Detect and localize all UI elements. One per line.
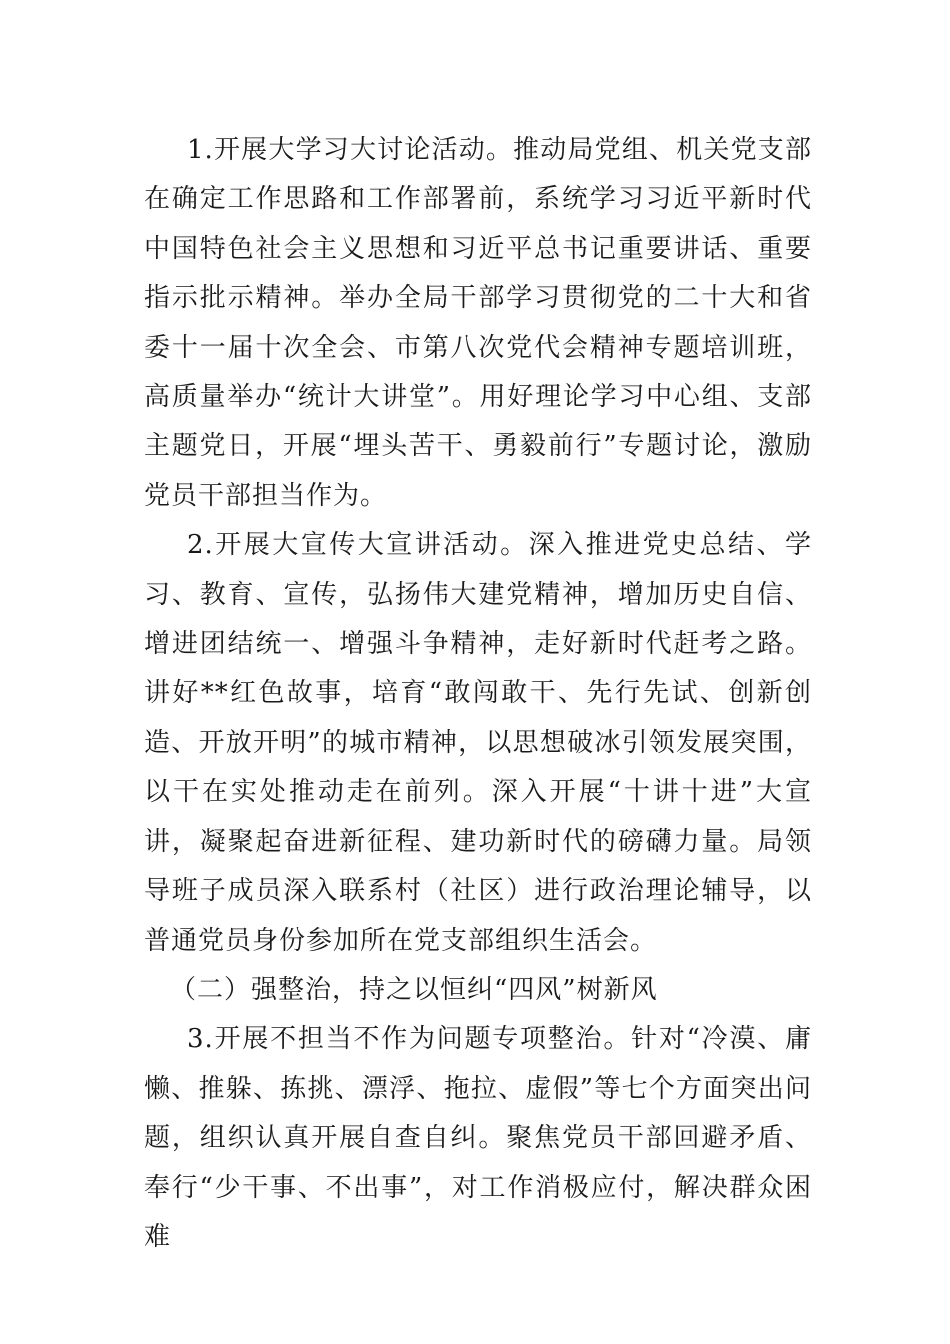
paragraph-2: 2.开展大宣传大宣讲活动。深入推进党史总结、学习、教育、宣传，弘扬伟大建党精神，增加历史自信、增进团结统一、增强斗争精神，走好新时代赶考之路。讲好**红色故事，培育“敢闯敢干、先行先试、创新创造、开放开明”的城市精神，以思想破冰引领发展突围，以干在实处推动走在前列。深入开展“十讲十进”大宣讲，凝聚起奋进新征程、建功新时代的磅礴力量。局领导班子成员深入联系村（社区）进行政治理论辅导，以普通党员身份参加所在党支部组织生活会。	[144, 530, 812, 956]
document-body	[144, 126, 812, 1262]
paragraph-3: 3.开展不担当不作为问题专项整治。针对“冷漠、庸懒、推躲、拣挑、漂浮、拖拉、虚假”等七个方面突出问题，组织认真开展自查自纠。聚焦党员干部回避矛盾、奉行“少干事、不出事”，对工作消极应付，解决群众困难	[144, 1024, 812, 1252]
paragraph-1: 1.开展大学习大讨论活动。推动局党组、机关党支部在确定工作思路和工作部署前，系统学习习近平新时代中国特色社会主义思想和习近平总书记重要讲话、重要指示批示精神。举办全局干部学习贯彻党的二十大和省委十一届十次全会、市第八次党代会精神专题培训班，高质量举办“统计大讲堂”。用好理论学习中心组、支部主题党日，开展“埋头苦干、勇毅前行”专题讨论，激励党员干部担当作为。	[144, 135, 812, 511]
section-heading: （二）强整治，持之以恒纠“四风”树新风	[170, 974, 658, 1005]
